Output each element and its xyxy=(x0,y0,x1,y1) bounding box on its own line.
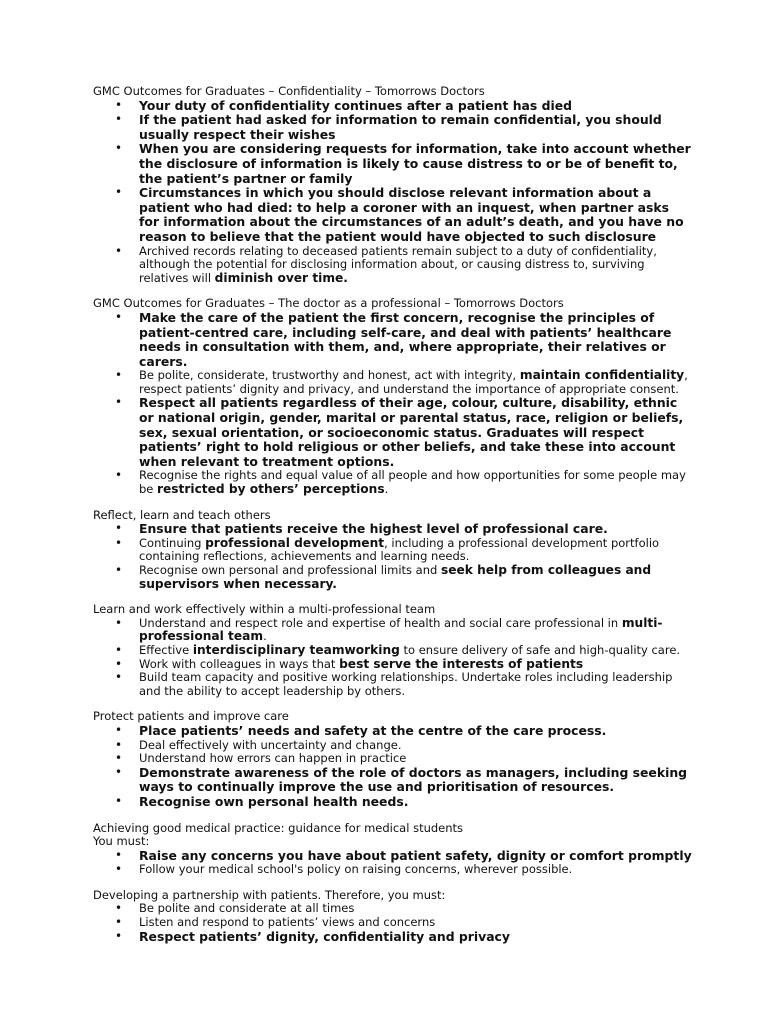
list-item-text xyxy=(139,468,686,496)
text-segment: Your duty of confidentiality continues after a patient has died xyxy=(139,97,572,113)
text-segment: Circumstances in which you should disclose relevant information about a patient who had died: to help a coroner with an inquest, when partner asks for information about the circumstances of an adult’s death, and you have no reason to believe that the patient would have objected to such disclosure xyxy=(139,185,684,244)
section-heading: Reflect, learn and teach others xyxy=(93,507,271,522)
list-item xyxy=(93,671,693,698)
list-item-text xyxy=(139,738,402,752)
bullet-dot-icon: • xyxy=(115,915,123,930)
text-segment: Continuing xyxy=(139,535,206,550)
bullet-dot-icon: • xyxy=(115,112,123,127)
list-item xyxy=(93,537,693,564)
text-segment: Be polite and considerate at all times xyxy=(139,901,355,916)
text-segment: Follow your medical school's policy on raising concerns, wherever possible. xyxy=(139,862,573,877)
text-segment: Recognise the rights and equal value of all people and how opportunities for some people may be xyxy=(139,468,686,497)
list-item-text xyxy=(139,185,684,244)
bullet-dot-icon: • xyxy=(115,243,123,258)
bold-text-segment: restricted by others’ perceptions xyxy=(157,482,385,497)
list-item xyxy=(93,724,693,739)
list-item xyxy=(93,863,693,877)
list-item-text xyxy=(139,723,606,738)
document-section xyxy=(93,889,693,944)
text-segment: Understand and respect role and expertise of health and social care professional in xyxy=(139,615,622,630)
list-item xyxy=(93,644,693,658)
document-section xyxy=(93,603,693,698)
bullet-dot-icon: • xyxy=(115,468,123,483)
bold-text-segment: seek help from colleagues and supervisors when necessary. xyxy=(139,563,652,591)
section-heading: Developing a partnership with patients. Therefore, you must: xyxy=(93,887,446,902)
list-item xyxy=(93,186,693,244)
list-item xyxy=(93,311,693,369)
text-segment: Ensure that patients receive the highest level of professional care. xyxy=(139,521,608,537)
section-heading: Protect patients and improve care xyxy=(93,709,289,724)
text-segment: Recognise own personal and professional limits and xyxy=(139,563,441,577)
text-segment: Understand how errors can happen in practice xyxy=(139,751,407,766)
bullet-dot-icon: • xyxy=(115,722,123,737)
bullet-dot-icon: • xyxy=(115,901,123,916)
document-page xyxy=(93,85,693,956)
list-item-text xyxy=(139,521,608,536)
list-item xyxy=(93,522,693,537)
list-item-text xyxy=(139,368,688,396)
list-item xyxy=(93,752,693,766)
list-item-text xyxy=(139,670,672,698)
bold-text-segment: diminish over time. xyxy=(214,270,348,285)
bullet-dot-icon: • xyxy=(115,928,123,943)
text-segment: Listen and respond to patients’ views and concerns xyxy=(139,915,436,930)
text-segment: Be polite, considerate, trustworthy and honest, act with integrity, xyxy=(139,368,520,383)
section-heading: GMC Outcomes for Graduates – Confidentiality – Tomorrows Doctors xyxy=(93,84,485,98)
bold-text-segment: professional development xyxy=(205,535,385,550)
bullet-dot-icon: • xyxy=(115,737,123,752)
bullet-dot-icon: • xyxy=(115,862,123,877)
bullet-list xyxy=(93,617,693,699)
list-item-text xyxy=(139,563,651,591)
bullet-dot-icon: • xyxy=(115,615,123,630)
bullet-dot-icon: • xyxy=(115,368,123,383)
bullet-list xyxy=(93,99,693,286)
list-item xyxy=(93,795,693,810)
text-segment: Raise any concerns you have about patient safety, dignity or comfort promptly xyxy=(139,847,692,863)
list-item-text xyxy=(139,141,691,185)
list-item xyxy=(93,369,693,396)
list-item xyxy=(93,142,693,186)
bullet-dot-icon: • xyxy=(115,751,123,766)
document-section xyxy=(93,297,693,496)
text-segment: When you are considering requests for information, take into account whether the disclosure of information is likely to cause distress to or be of benefit to, the patient’s partner or family xyxy=(139,141,691,186)
list-item-text xyxy=(139,643,680,657)
section-heading: Learn and work effectively within a multi-professional team xyxy=(93,602,436,617)
text-segment: Effective xyxy=(139,642,193,657)
bullet-list xyxy=(93,902,693,944)
list-item-text xyxy=(139,98,572,113)
text-segment: . xyxy=(384,482,389,497)
list-item-text xyxy=(139,929,510,944)
bold-text-segment: best serve the interests of patients xyxy=(339,656,584,671)
list-item-text xyxy=(139,915,435,929)
list-item-text xyxy=(139,862,572,876)
list-item-text xyxy=(139,244,657,285)
list-item xyxy=(93,469,693,496)
bold-text-segment: maintain confidentiality xyxy=(519,368,685,383)
bullet-dot-icon: • xyxy=(115,670,123,685)
list-item-text xyxy=(139,616,662,644)
text-segment: Archived records relating to deceased patients remain subject to a duty of confidentiality, although the potential for disclosing information about, or causing distress to, surviving relatives will xyxy=(139,243,657,285)
list-item xyxy=(93,849,693,864)
bullet-dot-icon: • xyxy=(115,185,123,200)
list-item-text xyxy=(139,751,406,765)
list-item xyxy=(93,564,693,591)
document-section xyxy=(93,822,693,877)
list-item xyxy=(93,902,693,916)
text-segment: Respect patients’ dignity, confidentiality and privacy xyxy=(139,928,510,944)
bullet-dot-icon: • xyxy=(115,395,123,410)
list-item-text xyxy=(139,848,692,863)
bullet-dot-icon: • xyxy=(115,656,123,671)
text-segment: . xyxy=(263,629,267,644)
text-segment: If the patient had asked for information to remain confidential, you should usually respect their wishes xyxy=(139,112,662,142)
bullet-dot-icon: • xyxy=(115,141,123,156)
list-item xyxy=(93,916,693,930)
text-segment: Demonstrate awareness of the role of doctors as managers, including seeking ways to continually improve the use and prioritisation of resources. xyxy=(139,764,688,795)
bullet-list xyxy=(93,522,693,591)
bullet-dot-icon: • xyxy=(115,847,123,862)
section-heading: Achieving good medical practice: guidance for medical students You must: xyxy=(93,820,464,849)
text-segment: , including a professional development portfolio containing reflections, achievements and learning needs. xyxy=(139,535,660,564)
text-segment: Place patients’ needs and safety at the centre of the care process. xyxy=(139,722,607,738)
bullet-dot-icon: • xyxy=(115,793,123,808)
list-item xyxy=(93,739,693,753)
list-item-text xyxy=(139,901,354,915)
document-section xyxy=(93,85,693,285)
text-segment: Respect all patients regardless of their age, colour, culture, disability, ethnic or national origin, gender, marital or parental status, race, religion or beliefs, sex, sexual orientation, or socioeconomic status. Graduates will respect patients’ right to hold religious or other beliefs, and take these into account when relevant to treatment options. xyxy=(139,395,684,469)
list-item-text xyxy=(139,794,408,809)
list-item-text xyxy=(139,765,687,795)
bullet-dot-icon: • xyxy=(115,563,123,577)
document-section xyxy=(93,710,693,809)
text-segment: Work with colleagues in ways that xyxy=(139,656,340,671)
list-item-text xyxy=(139,395,683,468)
list-item xyxy=(93,617,693,644)
list-item xyxy=(93,245,693,286)
bullet-list xyxy=(93,849,693,877)
bullet-dot-icon: • xyxy=(115,309,123,324)
list-item xyxy=(93,766,693,795)
bold-text-segment: multi-professional team xyxy=(139,615,663,644)
list-item xyxy=(93,396,693,469)
bullet-dot-icon: • xyxy=(115,764,123,779)
bullet-dot-icon: • xyxy=(115,97,123,112)
bullet-list xyxy=(93,311,693,497)
bullet-dot-icon: • xyxy=(115,521,123,536)
bullet-list xyxy=(93,724,693,810)
list-item-text xyxy=(139,310,671,369)
text-segment: Recognise own personal health needs. xyxy=(139,793,409,809)
list-item-text xyxy=(139,536,659,564)
list-item-text xyxy=(139,112,662,142)
section-heading: GMC Outcomes for Graduates – The doctor as a professional – Tomorrows Doctors xyxy=(93,296,564,311)
text-segment: to ensure delivery of safe and high-quality care. xyxy=(399,642,681,657)
bold-text-segment: interdisciplinary teamworking xyxy=(192,642,400,657)
list-item xyxy=(93,658,693,672)
list-item xyxy=(93,930,693,945)
text-segment: Build team capacity and positive working relationships. Undertake roles including leadership and the ability to accept leadership by others. xyxy=(139,670,673,698)
text-segment: Make the care of the patient the first concern, recognise the principles of patient-centred care, including self-care, and deal with patients’ healthcare needs in consultation with them, and, where appropriate, their relatives or carers. xyxy=(139,309,672,369)
list-item-text xyxy=(139,657,583,671)
list-item xyxy=(93,113,693,142)
bullet-dot-icon: • xyxy=(115,535,123,550)
text-segment: Deal effectively with uncertainty and change. xyxy=(139,737,402,752)
document-section xyxy=(93,509,693,592)
list-item xyxy=(93,99,693,114)
bullet-dot-icon: • xyxy=(115,642,123,657)
text-segment: , respect patients’ dignity and privacy, and understand the importance of appropriate consent. xyxy=(139,368,688,396)
